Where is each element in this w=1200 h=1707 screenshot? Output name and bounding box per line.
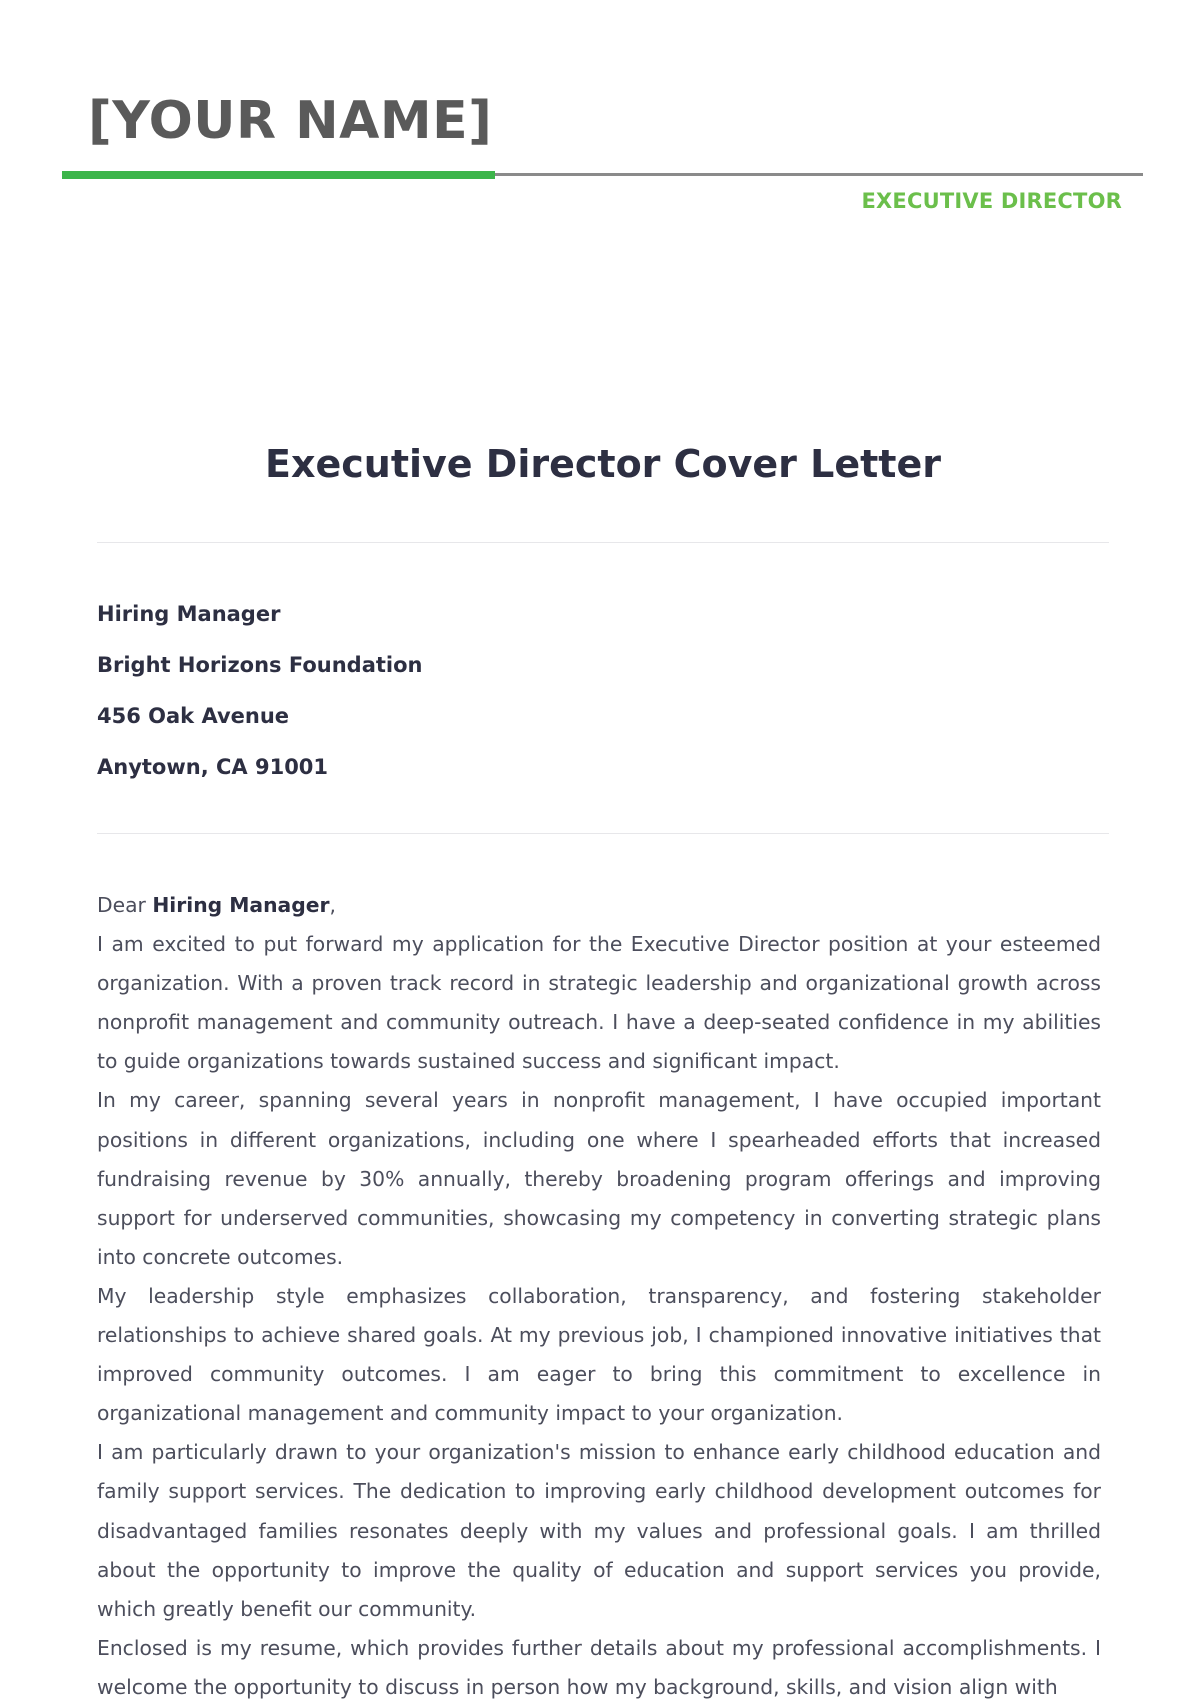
divider-bottom xyxy=(97,833,1109,834)
letter-paragraph: Enclosed is my resume, which provides further details about my professional accomplishments. I welcome the opportunity to discuss in person how my background, skills, and vision align with xyxy=(97,1635,1101,1699)
header-accent-rule xyxy=(62,171,495,179)
letter-paragraph: I am particularly drawn to your organization's mission to enhance early childhood education and family support services. The dedication to improving early childhood development outcomes for disadvantaged families resonates deeply with my values and professional goals. I am thrilled about the opportunity to improve the quality of education and support services you provide, which greatly benefit our community. xyxy=(97,1440,1101,1621)
salutation-name: Hiring Manager xyxy=(152,893,330,917)
letter-paragraph: In my career, spanning several years in nonprofit management, I have occupied important positions in different organizations, including one where I spearheaded efforts that increased fundraising revenue by 30% annually, thereby broadening program offerings and improving support for underserved communities, showcasing my competency in converting strategic plans into concrete outcomes. xyxy=(97,1088,1101,1269)
recipient-street: 456 Oak Avenue xyxy=(97,704,290,728)
job-title: EXECUTIVE DIRECTOR xyxy=(861,189,1122,213)
recipient-city: Anytown, CA 91001 xyxy=(97,755,329,779)
recipient-name: Hiring Manager xyxy=(97,602,281,626)
letter-paragraph: I am excited to put forward my application for the Executive Director position at your esteemed organization. With a proven track record in strategic leadership and organizational growth across nonprofit management and community outreach. I have a deep-seated confidence in my abilities to guide organizations towards sustained success and significant impact. xyxy=(97,932,1101,1074)
divider-top xyxy=(97,542,1109,543)
letter-body xyxy=(97,886,1101,1707)
recipient-organization: Bright Horizons Foundation xyxy=(97,653,423,677)
salutation-suffix: , xyxy=(329,893,336,917)
recipient-block xyxy=(97,596,423,800)
salutation-prefix: Dear xyxy=(97,893,153,917)
applicant-name: [YOUR NAME] xyxy=(88,91,493,151)
letter-paragraph: My leadership style emphasizes collaboration, transparency, and fostering stakeholder relationships to achieve shared goals. At my previous job, I championed innovative initiatives that improved community outcomes. I am eager to bring this commitment to excellence in organizational management and community impact to your organization. xyxy=(97,1283,1101,1426)
document-title: Executive Director Cover Letter xyxy=(265,442,941,486)
salutation xyxy=(97,886,1101,925)
